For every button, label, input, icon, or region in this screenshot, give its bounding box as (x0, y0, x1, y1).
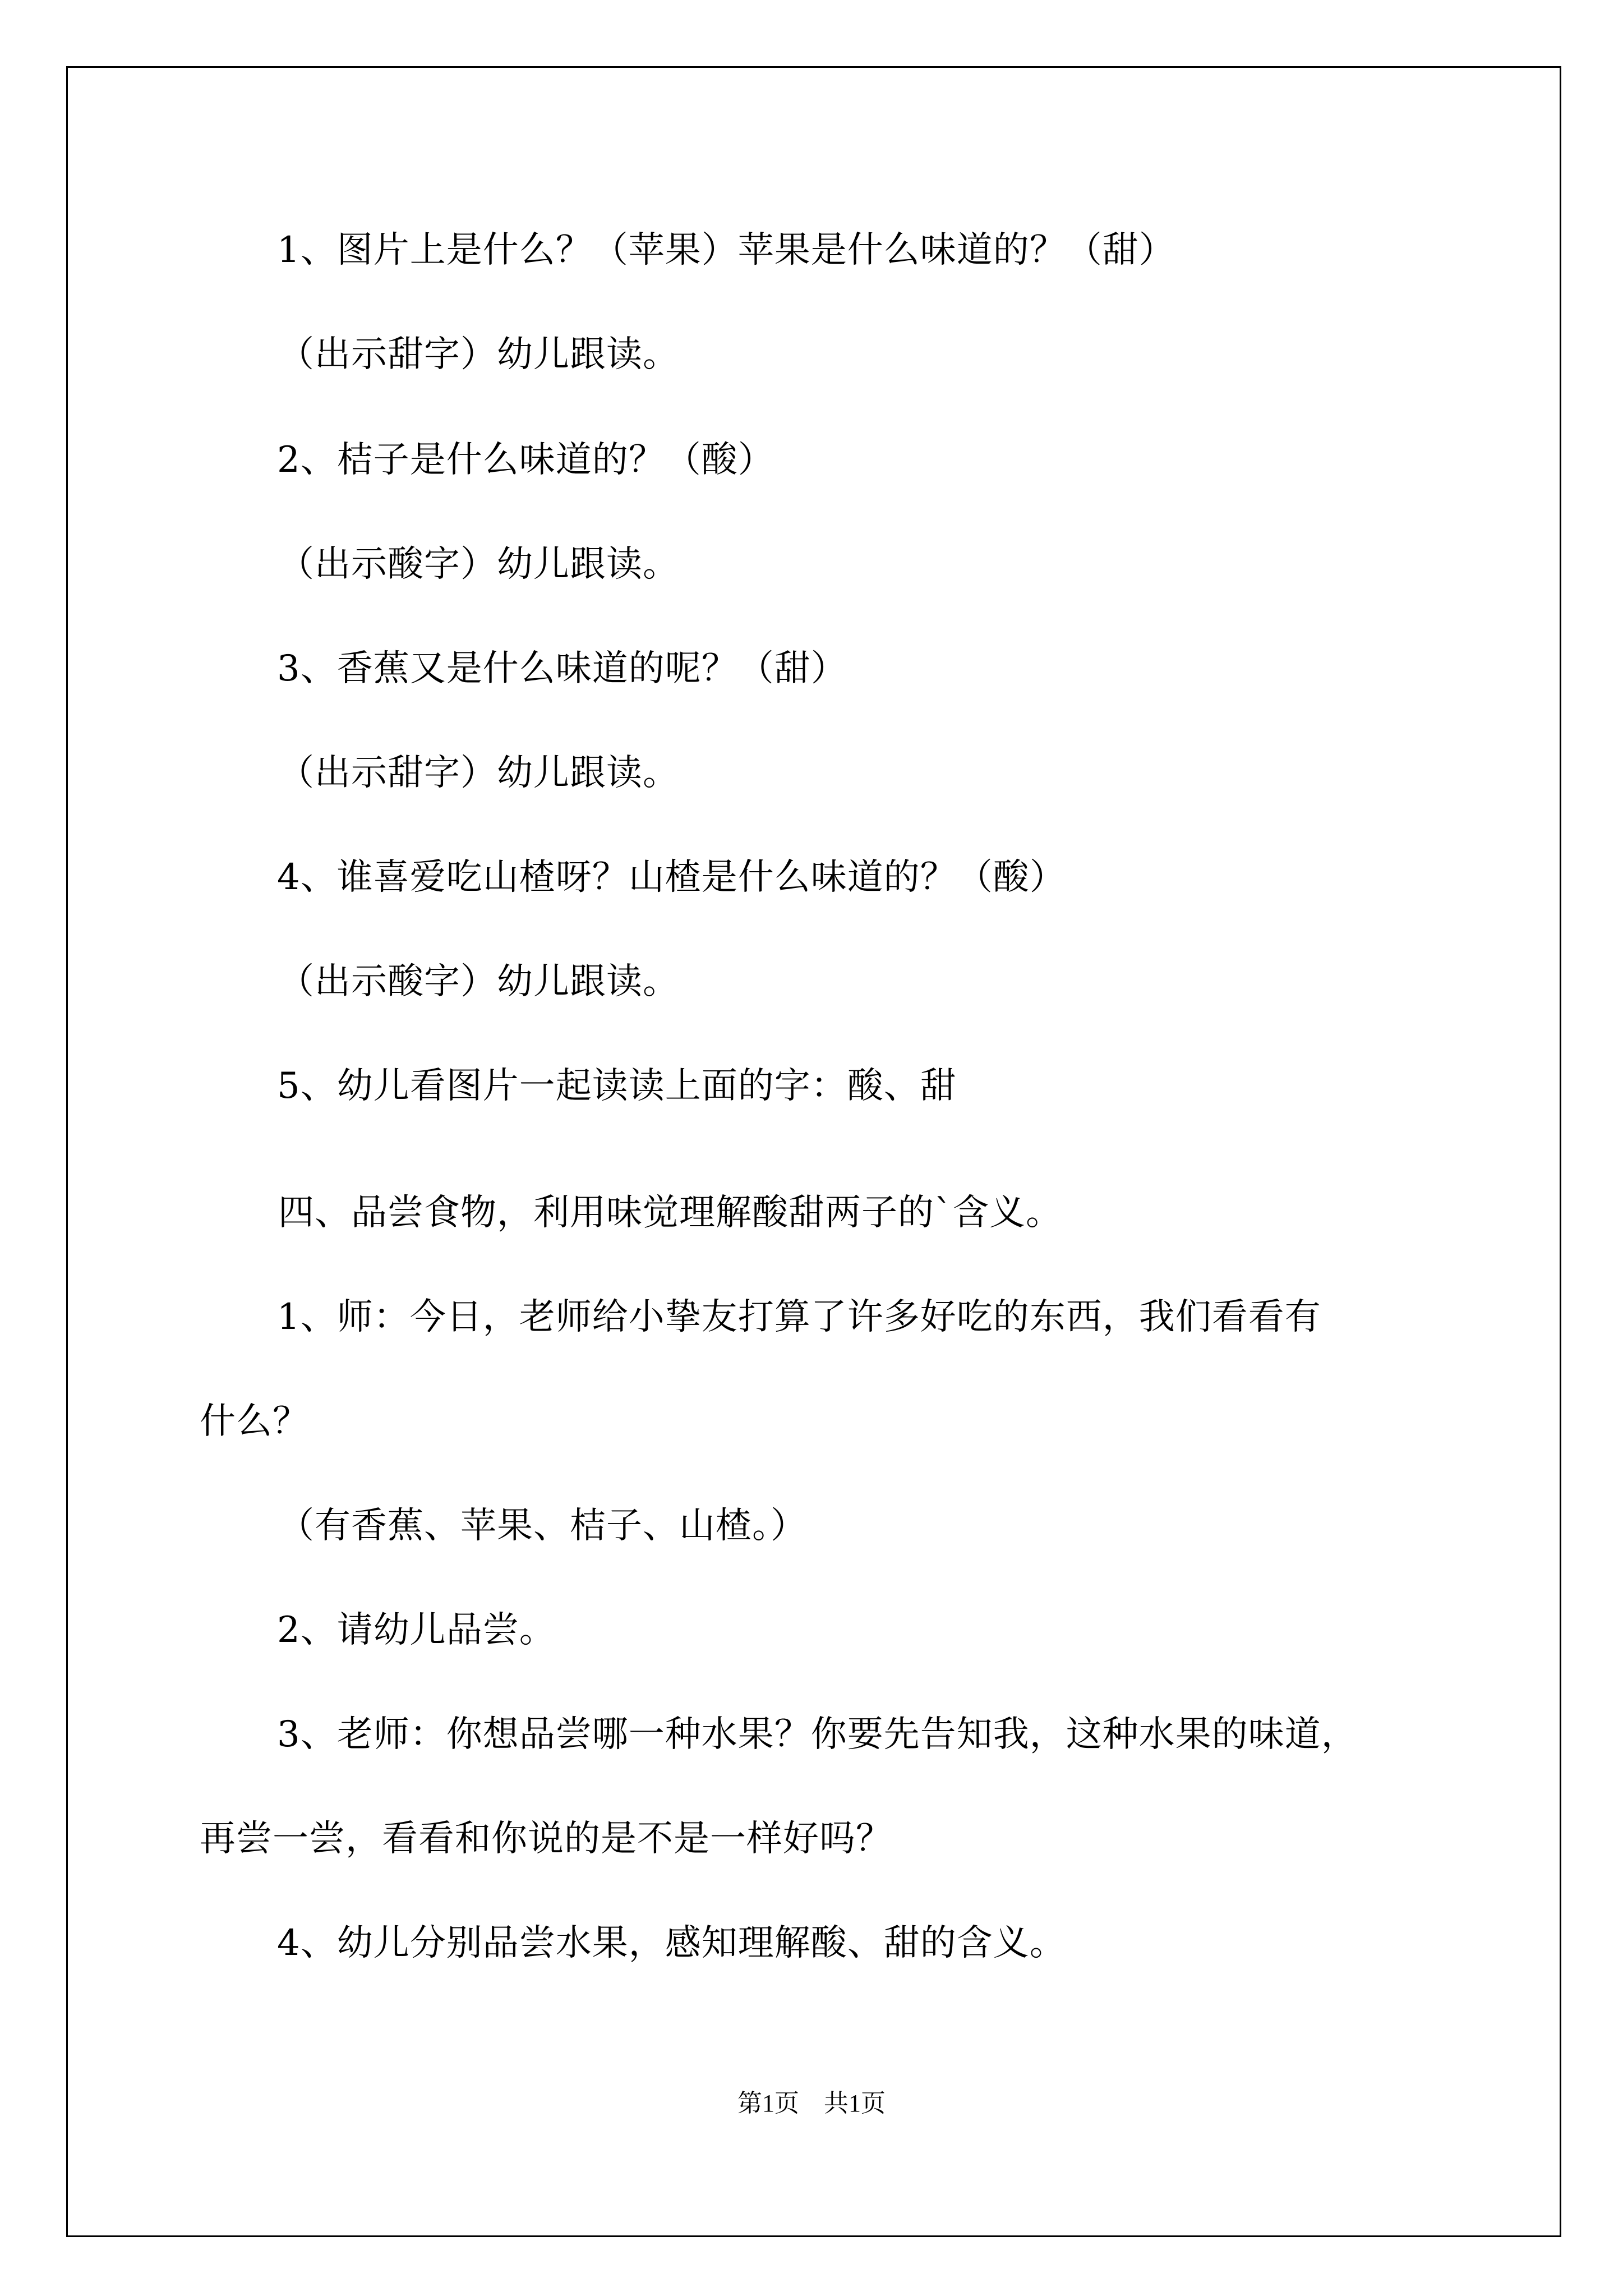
paragraph-line: （出示酸字）幼儿跟读。 (278, 961, 679, 1002)
paragraph-line: 4、幼儿分别品尝水果，感知理解酸、甜的含义。 (277, 1922, 1066, 1964)
paragraph-line: 再尝一尝，看看和你说的是不是一样好吗？ (200, 1818, 892, 1860)
page-border (66, 66, 1561, 2237)
paragraph-line: 1、师：今日，老师给小挚友打算了许多好吃的东西，我们看看有 (277, 1296, 1321, 1338)
paragraph-line: （出示酸字）幼儿跟读。 (278, 544, 679, 585)
paragraph-line: 什么？ (200, 1401, 309, 1442)
page-footer: 第1页 共1页 (737, 2090, 886, 2117)
paragraph-line: （有香蕉、苹果、桔子、山楂。） (278, 1505, 807, 1547)
paragraph-line: 3、老师：你想品尝哪一种水果？你要先告知我，这种水果的味道， (277, 1714, 1358, 1755)
paragraph-line: （出示甜字）幼儿跟读。 (278, 334, 679, 375)
paragraph-line: 2、请幼儿品尝。 (277, 1609, 556, 1651)
paragraph-line: 5、幼儿看图片一起读读上面的字：酸、甜 (277, 1065, 957, 1107)
paragraph-line: 1、图片上是什么？（苹果）苹果是什么味道的？（甜） (277, 229, 1175, 271)
paragraph-line: 四、品尝食物，利用味觉理解酸甜两子的`含义。 (278, 1192, 1062, 1234)
paragraph-line: 3、香蕉又是什么味道的呢？（甜） (277, 648, 847, 689)
paragraph-line: （出示甜字）幼儿跟读。 (278, 752, 679, 794)
paragraph-line: 4、谁喜爱吃山楂呀？山楂是什么味道的？（酸） (277, 857, 1066, 898)
paragraph-line: 2、桔子是什么味道的？（酸） (277, 439, 774, 481)
